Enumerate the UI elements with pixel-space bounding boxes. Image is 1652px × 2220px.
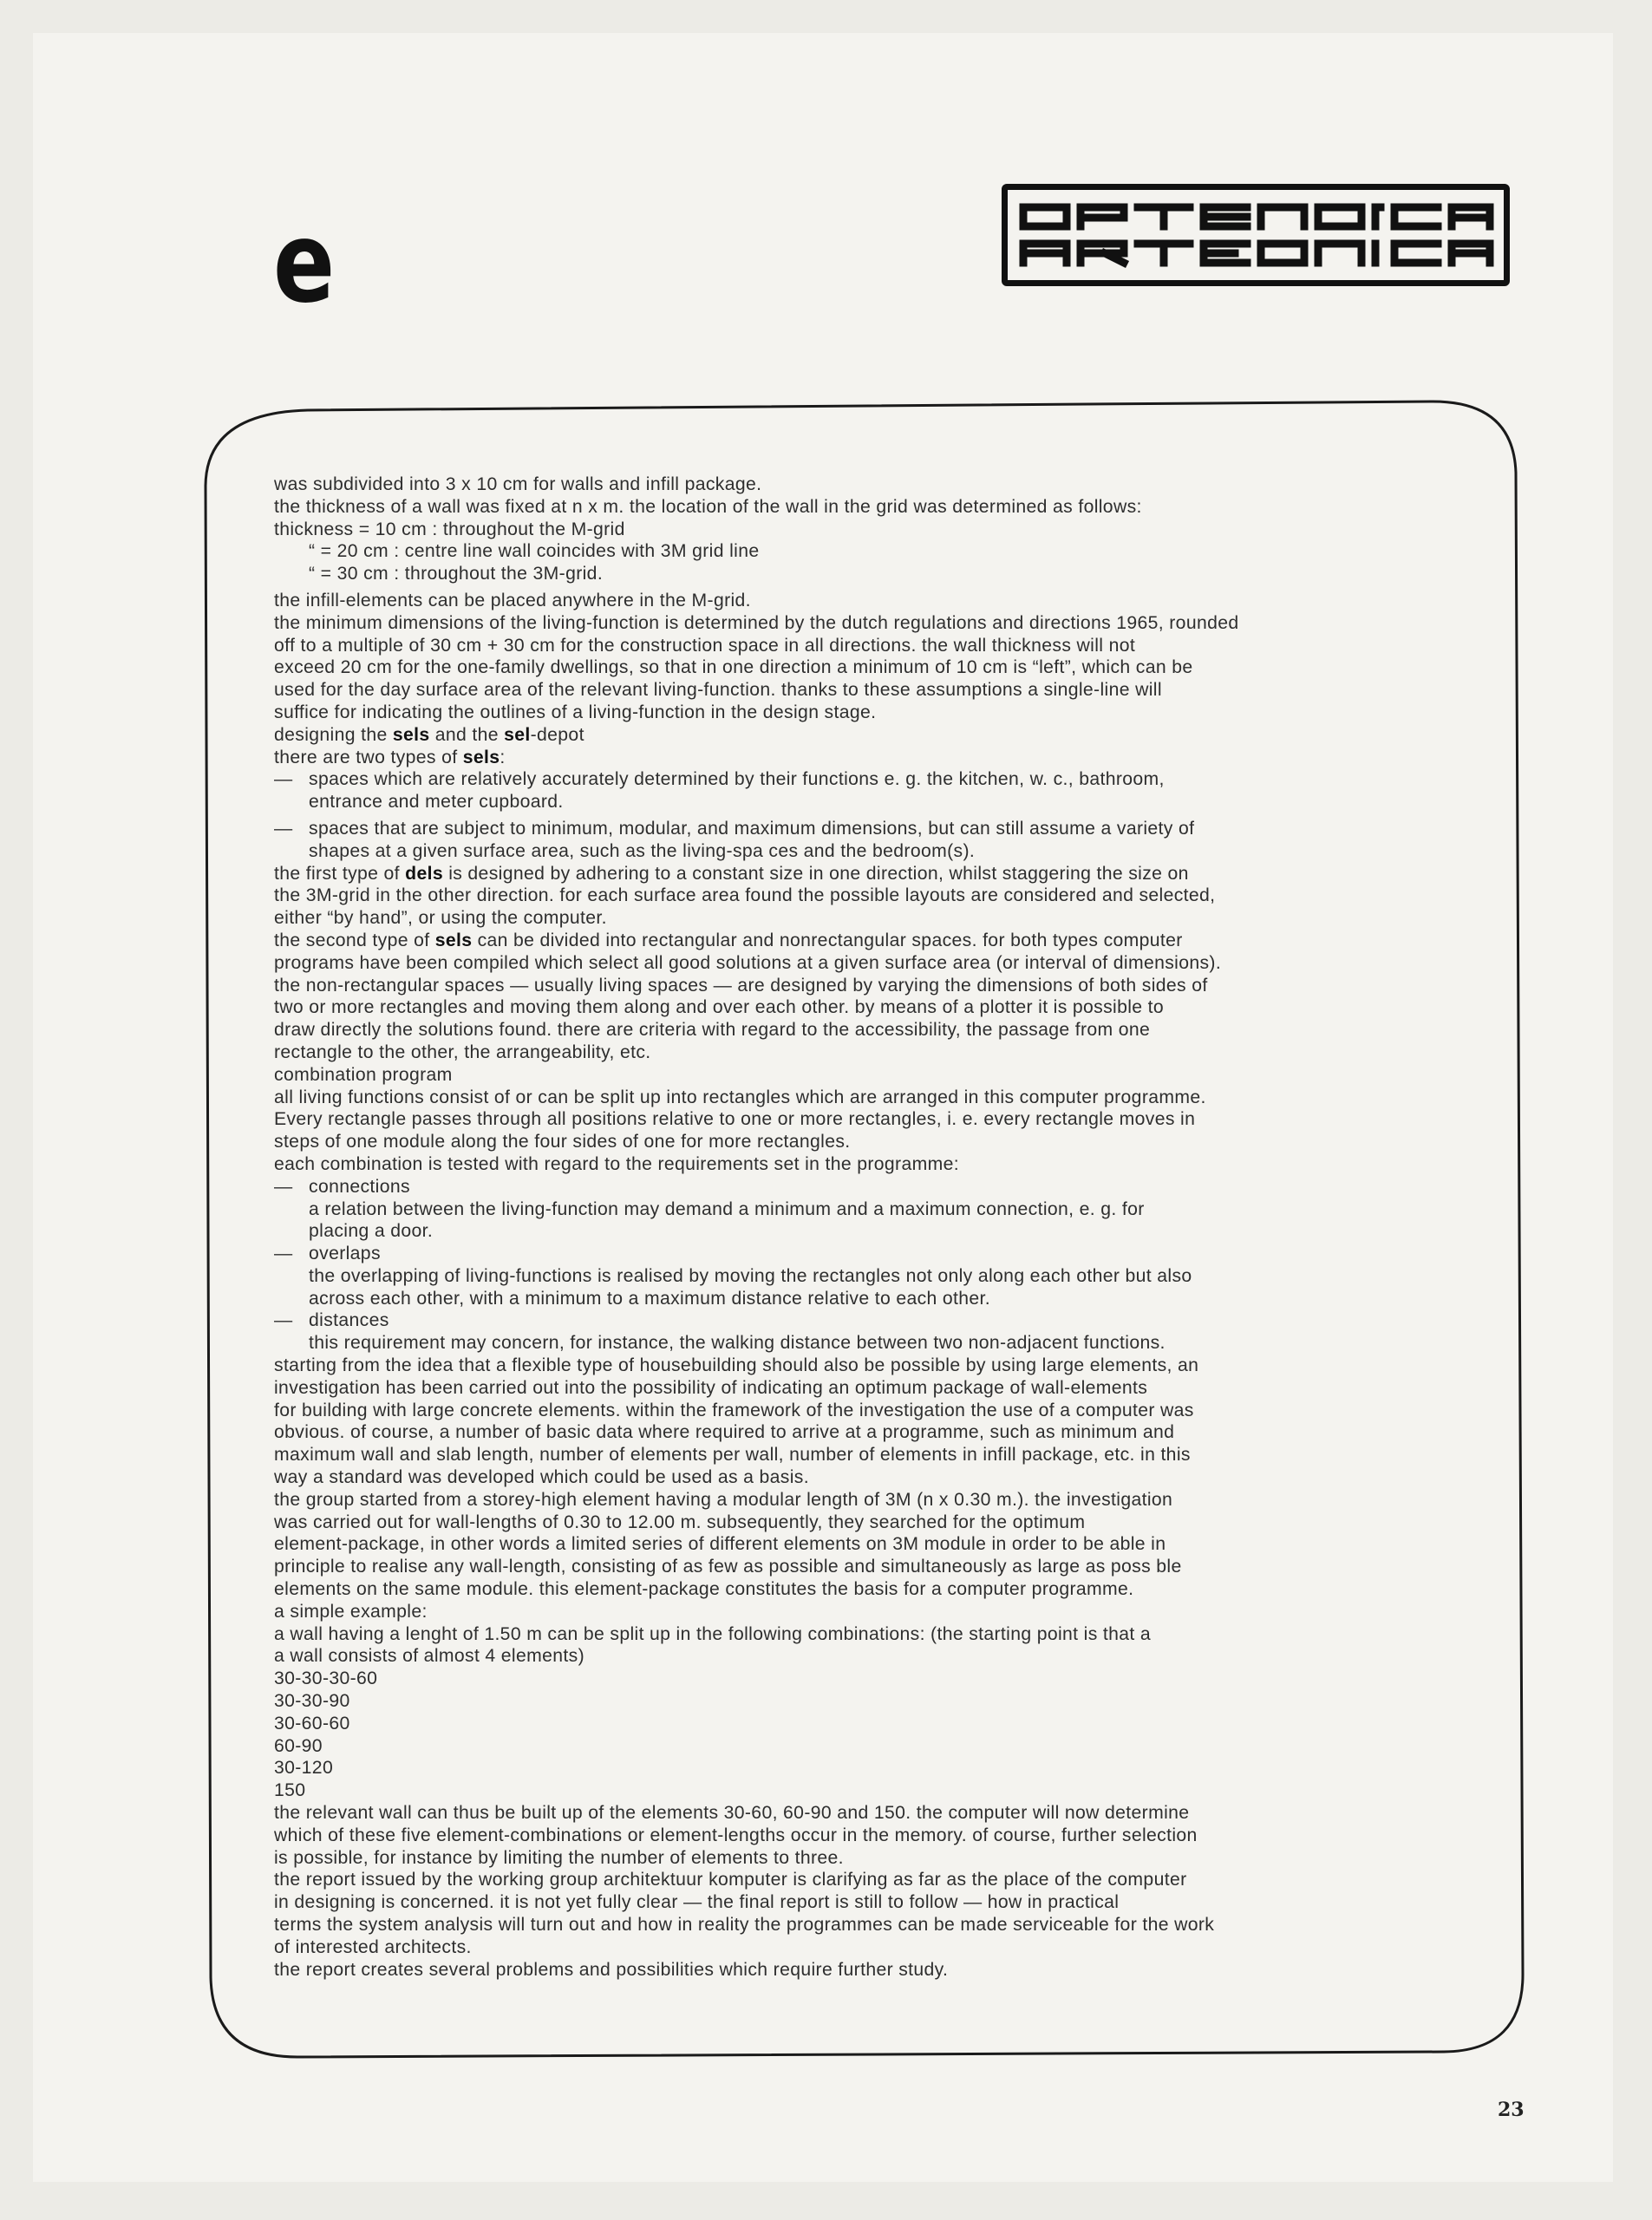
list-item: — overlaps <box>274 1244 381 1264</box>
combination-item: 30-120 <box>274 1758 334 1779</box>
text-line: for building with large concrete elements. within the framework of the investigation the use of a computer was <box>274 1400 1194 1420</box>
text-line: there are two types of sels: <box>274 747 506 767</box>
text-line: the report issued by the working group architektuur komputer is clarifying as far as the place of the computer <box>274 1870 1187 1890</box>
text-line: a relation between the living-function may demand a minimum and a maximum connection, e. g. for <box>309 1198 1145 1219</box>
list-item: — distances <box>274 1310 389 1331</box>
combination-item: 30-60-60 <box>274 1713 350 1734</box>
section-letter: e <box>273 199 332 328</box>
text-line: way a standard was developed which could be used as a basis. <box>274 1467 809 1488</box>
text-line: a wall consists of almost 4 elements) <box>274 1646 584 1667</box>
text-line: is possible, for instance by limiting the number of elements to three. <box>274 1847 844 1868</box>
text-line: all living functions consist of or can be split up into rectangles which are arranged in this computer programme. <box>274 1087 1206 1107</box>
text-line: in designing is concerned. it is not yet fully clear — the final report is still to follow — how in practical <box>274 1892 1120 1913</box>
article-body <box>274 473 1455 1981</box>
text-line: the minimum dimensions of the living-function is determined by the dutch regulations and directions 1965, rounded <box>274 612 1239 633</box>
text-line: this requirement may concern, for instance, the walking distance between two non-adjacent functions. <box>309 1333 1166 1354</box>
text-line: off to a multiple of 30 cm + 30 cm for the construction space in all directions. the wall thickness will not <box>274 635 1136 656</box>
list-item: — spaces which are relatively accurately determined by their functions e. g. the kitchen, w. c., bathroom, entrance and meter cupboard. <box>274 769 1165 813</box>
text-line: steps of one module along the four sides of one for more rectangles. <box>274 1132 851 1152</box>
text-line: the thickness of a wall was fixed at n x m. the location of the wall in the grid was determined as follows: <box>274 496 1142 517</box>
text-line: elements on the same module. this element-package constitutes the basis for a computer programme. <box>274 1579 1134 1600</box>
text-line: rectangle to the other, the arrangeability, etc. <box>274 1041 651 1062</box>
text-line: maximum wall and slab length, number of elements per wall, number of elements in infill package, etc. in this <box>274 1445 1191 1466</box>
text-line: the relevant wall can thus be built up of the elements 30-60, 60-90 and 150. the computer will now determine <box>274 1803 1190 1824</box>
text-line: “ = 20 cm : centre line wall coincides with 3M grid line <box>309 541 760 562</box>
text-line: was subdivided into 3 x 10 cm for walls and infill package. <box>274 474 762 494</box>
text-line: placing a door. <box>309 1221 434 1242</box>
text-line: of interested architects. <box>274 1936 472 1957</box>
text-line: thickness = 10 cm : throughout the M-grid <box>274 519 625 539</box>
combination-item: 150 <box>274 1780 306 1801</box>
text-line: across each other, with a minimum to a maximum distance relative to each other. <box>309 1288 991 1309</box>
text-line: the 3M-grid in the other direction. for each surface area found the possible layouts are considered and selected, <box>274 885 1216 906</box>
text-line: exceed 20 cm for the one-family dwellings, so that in one direction a minimum of 10 cm is “left”, which can be <box>274 657 1193 678</box>
combination-item: 60-90 <box>274 1735 323 1756</box>
section-heading: combination program <box>274 1064 453 1085</box>
text-line: the overlapping of living-functions is realised by moving the rectangles not only along each other but also <box>309 1265 1192 1286</box>
text-line: Every rectangle passes through all positions relative to one or more rectangles, i. e. every rectangle moves in <box>274 1109 1196 1130</box>
text-line: element-package, in other words a limited series of different elements on 3M module in order to be able in <box>274 1534 1166 1555</box>
text-line: each combination is tested with regard to the requirements set in the programme: <box>274 1153 959 1174</box>
text-line: “ = 30 cm : throughout the 3M-grid. <box>309 564 604 584</box>
text-line: the report creates several problems and possibilities which require further study. <box>274 1959 949 1980</box>
text-line: the non-rectangular spaces — usually living spaces — are designed by varying the dimensions of both sides of <box>274 975 1208 996</box>
text-line: draw directly the solutions found. there are criteria with regard to the accessibility, the passage from one <box>274 1020 1151 1041</box>
text-line: the infill-elements can be placed anywhere in the M-grid. <box>274 590 751 610</box>
text-line: either “by hand”, or using the computer. <box>274 908 607 929</box>
text-line: two or more rectangles and moving them along and over each other. by means of a plotter it is possible to <box>274 997 1165 1018</box>
combination-item: 30-30-30-60 <box>274 1668 378 1689</box>
text-line: was carried out for wall-lengths of 0.30 to 12.00 m. subsequently, they searched for the optimum <box>274 1512 1086 1532</box>
text-line: a wall having a lenght of 1.50 m can be split up in the following combinations: (the starting point is that a <box>274 1623 1151 1644</box>
text-line: suffice for indicating the outlines of a living-function in the design stage. <box>274 702 877 722</box>
text-line: terms the system analysis will turn out and how in reality the programmes can be made serviceable for the work <box>274 1915 1215 1935</box>
combination-item: 30-30-90 <box>274 1691 350 1712</box>
section-heading: designing the sels and the sel-depot <box>274 724 584 745</box>
text-line: starting from the idea that a flexible type of housebuilding should also be possible by using large elements, an <box>274 1355 1199 1376</box>
text-line: investigation has been carried out into the possibility of indicating an optimum package of wall-elements <box>274 1377 1148 1398</box>
list-item: — spaces that are subject to minimum, modular, and maximum dimensions, but can still assume a variety of shapes at a given surface area, such as the living-spa ces and the bedroom(s). <box>274 818 1195 861</box>
text-line: principle to realise any wall-length, consisting of as few as possible and simultaneously as large as poss ble <box>274 1557 1182 1577</box>
text-line: which of these five element-combinations or element-lengths occur in the memory. of course, further selection <box>274 1825 1198 1845</box>
text-line: the second type of sels can be divided into rectangular and nonrectangular spaces. for both types computer <box>274 930 1183 950</box>
text-line: programs have been compiled which select all good solutions at a given surface area (or interval of dimensions). <box>274 952 1222 973</box>
text-line: obvious. of course, a number of basic data where required to arrive at a programme, such as minimum and <box>274 1422 1175 1443</box>
list-item: — connections <box>274 1176 410 1197</box>
text-line: the first type of dels is designed by adhering to a constant size in one direction, whilst staggering the size on <box>274 863 1189 884</box>
text-line: the group started from a storey-high element having a modular length of 3M (n x 0.30 m.). the investigation <box>274 1489 1173 1510</box>
text-line: a simple example: <box>274 1601 428 1622</box>
text-line: used for the day surface area of the relevant living-function. thanks to these assumptions a single-line will <box>274 680 1162 701</box>
page-number: 23 <box>1498 2099 1525 2121</box>
